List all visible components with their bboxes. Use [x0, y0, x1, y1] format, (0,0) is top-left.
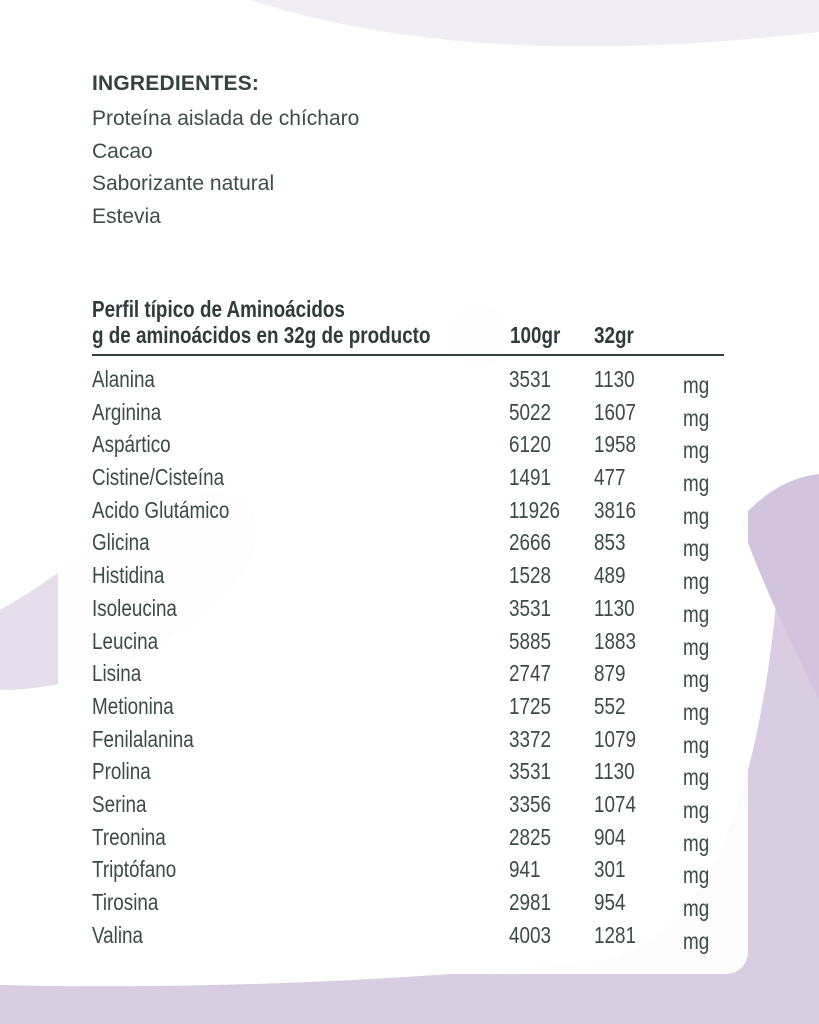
- unit-label: mg: [683, 862, 710, 889]
- unit-label: mg: [683, 895, 710, 921]
- amino-table-body: [0, 364, 819, 952]
- ingredient-list: [92, 104, 359, 235]
- amino-name: Serina: [92, 790, 147, 817]
- table-row: [0, 495, 819, 528]
- amino-name: Arginina: [92, 398, 162, 425]
- unit-label: mg: [683, 731, 710, 758]
- ingredient-item: Proteína aislada de chícharo: [92, 107, 360, 130]
- unit-label: mg: [683, 633, 710, 660]
- value-100gr: 3531: [509, 366, 551, 392]
- value-100gr: 3356: [509, 790, 551, 817]
- unit-label: mg: [683, 470, 710, 497]
- unit-label: mg: [683, 404, 710, 431]
- value-100gr: 3531: [509, 594, 551, 621]
- ingredient-item: Saborizante natural: [92, 172, 275, 196]
- value-100gr: 6120: [509, 431, 551, 458]
- unit-label: mg: [683, 372, 710, 398]
- unit-label: mg: [683, 600, 710, 627]
- table-row: [0, 789, 819, 822]
- value-32gr: 904: [594, 823, 626, 850]
- table-row: [0, 397, 819, 430]
- amino-name: Aspártico: [92, 431, 171, 458]
- amino-name: Acido Glutámico: [92, 496, 230, 523]
- amino-name: Cistine/Cisteína: [92, 464, 225, 491]
- value-32gr: 1607: [594, 398, 636, 425]
- table-row: [0, 658, 819, 691]
- amino-name: Valina: [92, 921, 144, 948]
- value-32gr: 1074: [594, 790, 636, 817]
- value-32gr: 1281: [594, 921, 636, 948]
- amino-name: Prolina: [92, 758, 151, 785]
- value-32gr: 954: [594, 889, 626, 915]
- unit-label: mg: [683, 698, 710, 725]
- amino-name: Triptófano: [92, 856, 177, 883]
- table-row: [0, 626, 819, 659]
- value-32gr: 489: [594, 562, 626, 589]
- table-row: [0, 527, 819, 560]
- table-row: [0, 854, 819, 887]
- amino-name: Alanina: [92, 366, 155, 392]
- amino-name: Metionina: [92, 692, 174, 719]
- table-row: [0, 724, 819, 757]
- value-100gr: 2981: [509, 889, 551, 915]
- column-header-100gr: 100gr: [510, 322, 561, 348]
- unit-label: mg: [683, 437, 710, 464]
- value-32gr: 1958: [594, 431, 636, 458]
- value-32gr: 1079: [594, 725, 636, 752]
- unit-label: mg: [683, 666, 710, 693]
- value-32gr: 1130: [594, 366, 635, 392]
- amino-name: Isoleucina: [92, 594, 177, 621]
- value-100gr: 3531: [509, 758, 551, 785]
- table-row: [0, 756, 819, 789]
- value-32gr: 853: [594, 529, 626, 556]
- unit-label: mg: [683, 927, 710, 954]
- amino-name: Leucina: [92, 627, 159, 654]
- value-100gr: 5885: [509, 627, 551, 654]
- value-100gr: 1725: [509, 692, 551, 719]
- value-32gr: 301: [594, 856, 626, 883]
- table-row: [0, 593, 819, 626]
- column-header-32gr: 32gr: [594, 322, 634, 348]
- value-100gr: 2747: [509, 660, 551, 687]
- value-100gr: 11926: [509, 496, 561, 523]
- value-100gr: 4003: [509, 921, 551, 948]
- table-row: [0, 920, 819, 953]
- unit-label: mg: [683, 829, 710, 856]
- value-32gr: 3816: [594, 496, 636, 523]
- amino-name: Fenilalanina: [92, 725, 194, 752]
- table-row: [0, 822, 819, 855]
- table-row: [0, 429, 819, 462]
- table-row: [0, 691, 819, 724]
- amino-name: Lisina: [92, 660, 142, 687]
- value-32gr: 1130: [594, 758, 635, 785]
- value-100gr: 5022: [509, 398, 551, 425]
- unit-label: mg: [683, 568, 710, 595]
- value-100gr: 941: [509, 856, 541, 883]
- amino-name: Treonina: [92, 823, 166, 850]
- header-divider: [92, 354, 724, 356]
- amino-name: Histidina: [92, 562, 165, 589]
- amino-name: Glicina: [92, 529, 150, 556]
- unit-label: mg: [683, 796, 710, 823]
- value-32gr: 552: [594, 692, 626, 719]
- amino-table-title: Perfil típico de Aminoácidos: [92, 296, 345, 322]
- ingredient-item: Cacao: [92, 139, 153, 163]
- unit-label: mg: [683, 764, 710, 791]
- value-100gr: 3372: [509, 725, 551, 752]
- value-32gr: 477: [594, 464, 626, 491]
- table-row: [0, 887, 819, 920]
- table-row: [0, 364, 819, 397]
- value-100gr: 2666: [509, 529, 551, 556]
- value-100gr: 1528: [509, 562, 551, 589]
- unit-label: mg: [683, 502, 710, 529]
- table-row: [0, 462, 819, 495]
- value-100gr: 1491: [509, 464, 551, 491]
- unit-label: mg: [683, 535, 710, 562]
- value-32gr: 879: [594, 660, 626, 687]
- amino-name: Tirosina: [92, 889, 159, 915]
- table-row: [0, 560, 819, 593]
- amino-table-subtitle: g de aminoácidos en 32g de producto: [92, 322, 431, 348]
- ingredients-heading: INGREDIENTES:: [92, 72, 260, 95]
- value-100gr: 2825: [509, 823, 551, 850]
- value-32gr: 1883: [594, 627, 636, 654]
- ingredient-item: Estevia: [92, 205, 161, 229]
- value-32gr: 1130: [594, 594, 635, 621]
